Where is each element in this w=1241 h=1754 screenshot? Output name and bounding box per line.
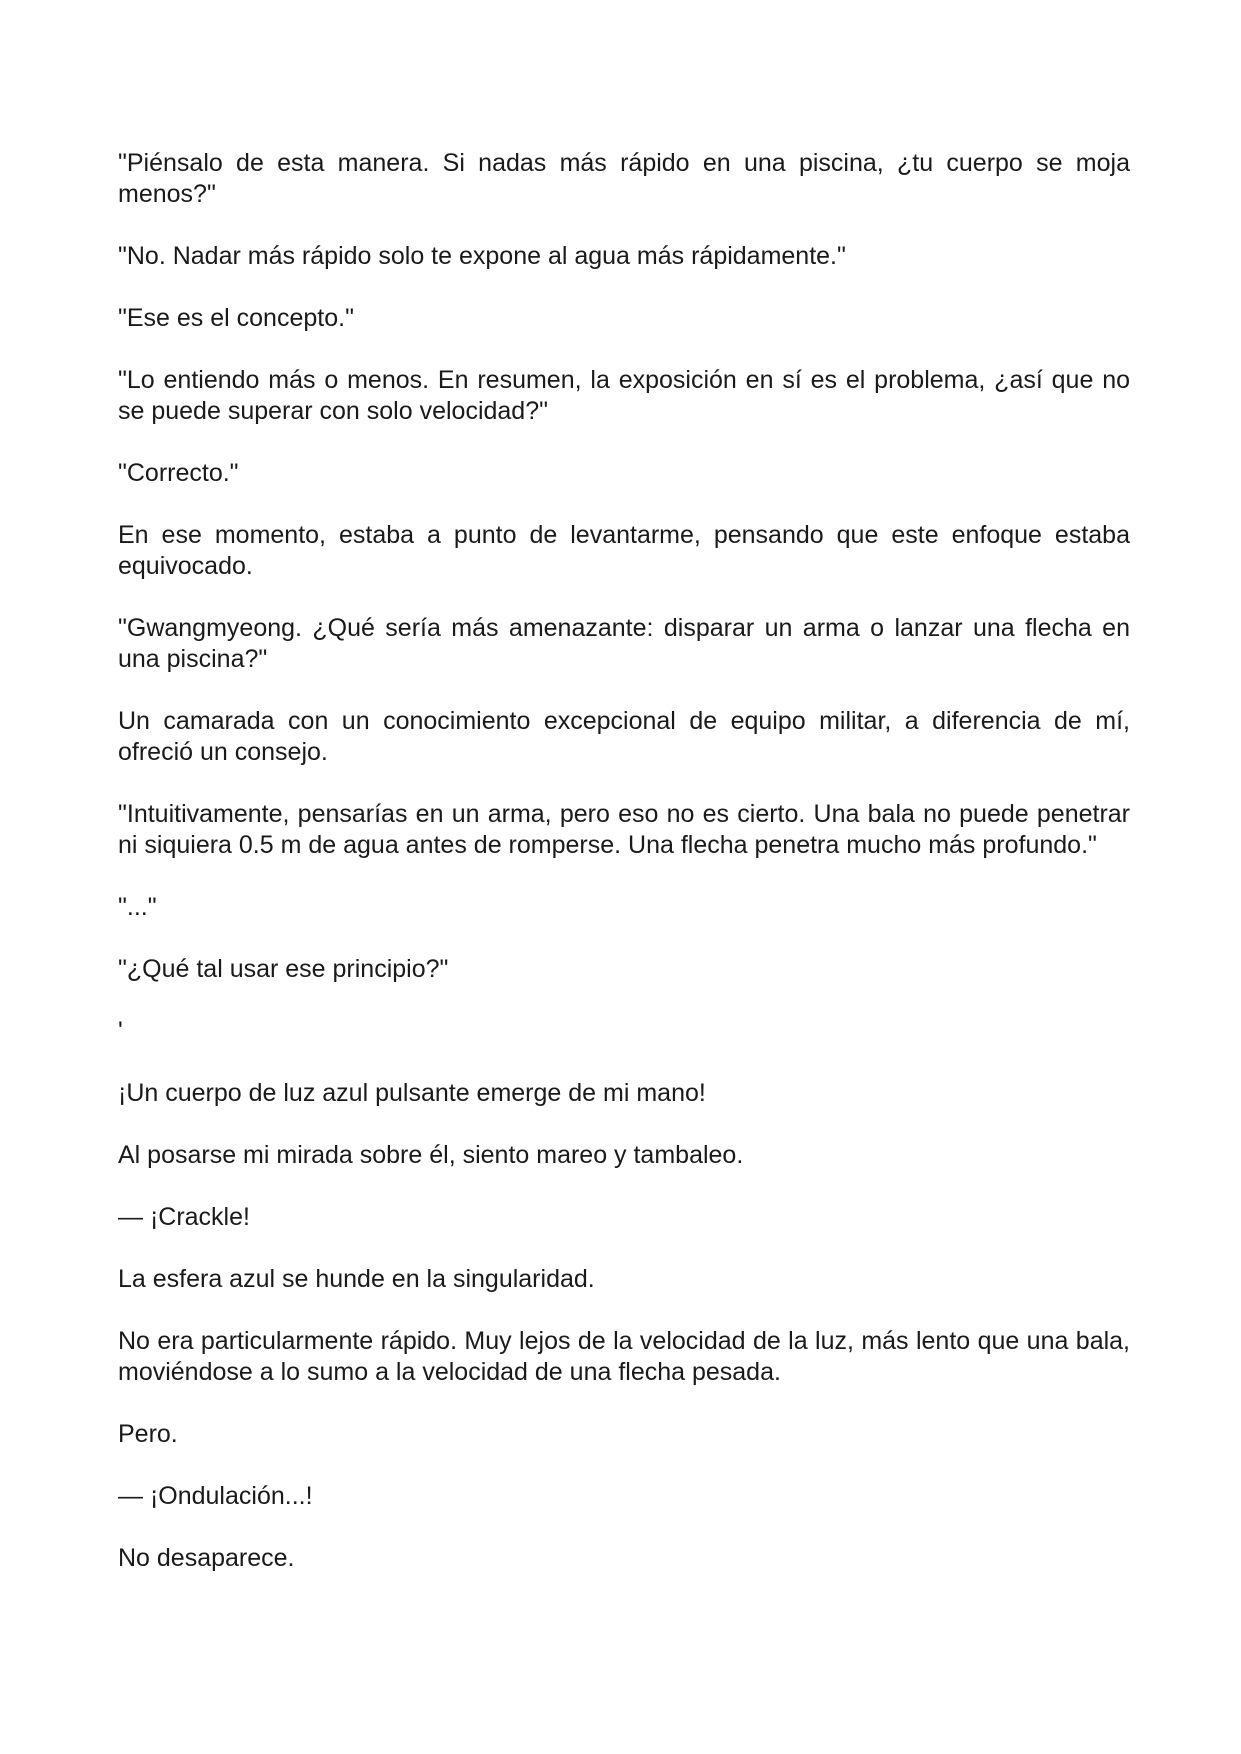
paragraph-2: "No. Nadar más rápido solo te expone al agua más rápidamente." bbox=[118, 242, 846, 270]
paragraph-14: Al posarse mi mirada sobre él, siento mareo y tambaleo. bbox=[118, 1141, 744, 1169]
paragraph-15: — ¡Crackle! bbox=[118, 1203, 250, 1231]
paragraph-19: — ¡Ondulación...! bbox=[118, 1482, 313, 1510]
paragraph-16: La esfera azul se hunde en la singularidad. bbox=[118, 1265, 595, 1293]
paragraph-9: "Intuitivamente, pensarías en un arma, pero eso no es cierto. Una bala no puede penetrar ni siquiera 0.5 m de agua antes de romperse. Una flecha penetra mucho más profundo." bbox=[118, 800, 1130, 859]
paragraph-4: "Lo entiendo más o menos. En resumen, la exposición en sí es el problema, ¿así que no se puede superar con solo velocidad?" bbox=[118, 366, 1130, 425]
paragraph-11: "¿Qué tal usar ese principio?" bbox=[118, 955, 449, 983]
paragraph-7: "Gwangmyeong. ¿Qué sería más amenazante: disparar un arma o lanzar una flecha en una piscina?" bbox=[118, 614, 1130, 673]
paragraph-1: "Piénsalo de esta manera. Si nadas más rápido en una piscina, ¿tu cuerpo se moja menos?" bbox=[118, 149, 1130, 208]
paragraph-17: No era particularmente rápido. Muy lejos de la velocidad de la luz, más lento que una bala, moviéndose a lo sumo a la velocidad de una flecha pesada. bbox=[118, 1327, 1130, 1386]
paragraph-6: En ese momento, estaba a punto de levantarme, pensando que este enfoque estaba equivocado. bbox=[118, 521, 1130, 580]
paragraph-12: ' bbox=[118, 1017, 123, 1045]
body-text bbox=[118, 148, 1130, 1574]
paragraph-13: ¡Un cuerpo de luz azul pulsante emerge de mi mano! bbox=[118, 1079, 706, 1107]
paragraph-20: No desaparece. bbox=[118, 1544, 295, 1572]
paragraph-8: Un camarada con un conocimiento excepcional de equipo militar, a diferencia de mí, ofreció un consejo. bbox=[118, 707, 1130, 766]
paragraph-10: "..." bbox=[118, 893, 157, 921]
paragraph-18: Pero. bbox=[118, 1420, 178, 1448]
paragraph-3: "Ese es el concepto." bbox=[118, 304, 354, 332]
paragraph-5: "Correcto." bbox=[118, 459, 239, 487]
